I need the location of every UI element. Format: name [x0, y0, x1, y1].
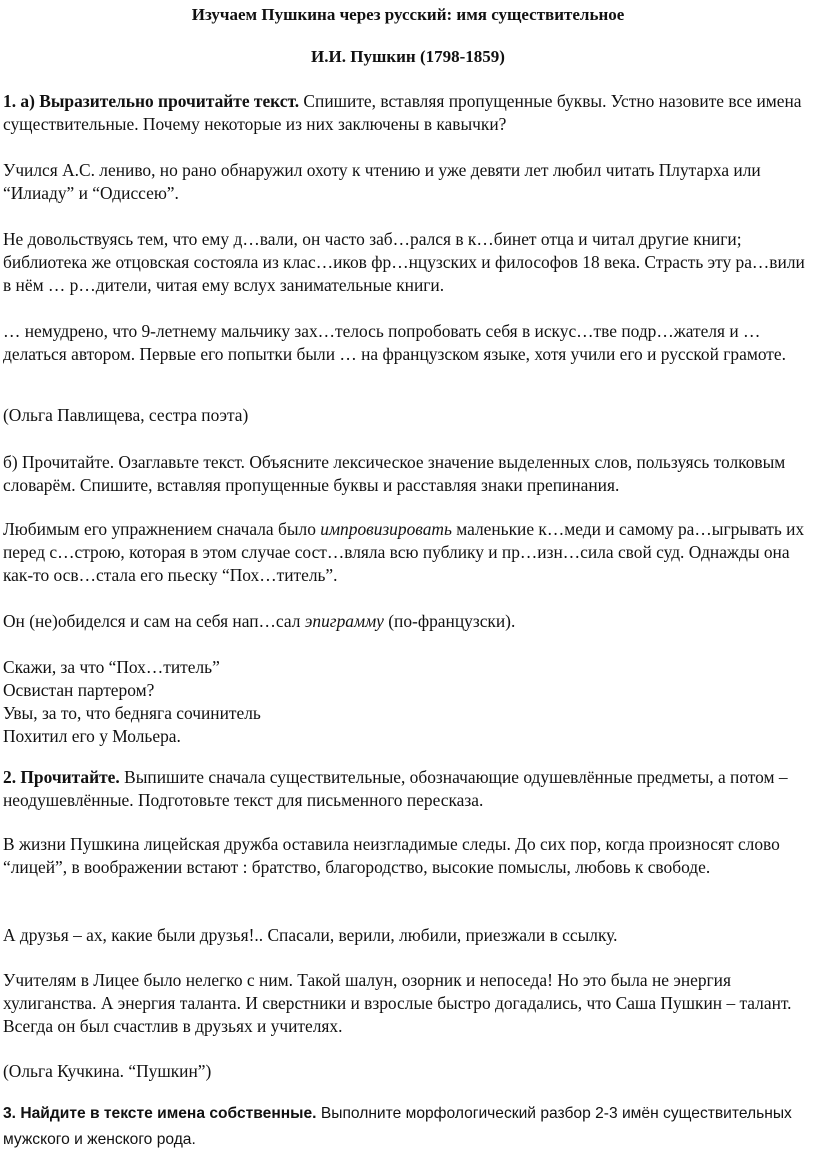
document-title: Изучаем Пушкина через русский: имя существительное: [191, 5, 625, 24]
poem-line-2: Освистан партером?: [3, 680, 155, 700]
poem-line-1: Скажи, за что “Пох…титель”: [3, 657, 220, 677]
text-1-paragraph-3: … немудрено, что 9-летнему мальчику зах…телось попробовать себя в искус…тве подр…жателя и …делаться автором. Первые его попытки были … на французском языке, хотя учили его и русской грамоте.: [3, 321, 786, 364]
poem-line-4: Похитил его у Мольера.: [3, 726, 181, 746]
task-2-text: Выпишите сначала существительные, обозначающие одушевлённые предметы, а потом – неодушевлённые. Подготовьте текст для письменного пересказа.: [3, 767, 788, 810]
text-1-paragraph-2: Не довольствуясь тем, что ему д…вали, он часто заб…рался в к…бинет отца и читал другие книги; библиотека же отцовская состояла из клас…иков фр…нцузских и философов 18 века. Страсть эту ра…вили в нём … р…дители, читая ему вслух занимательные книги.: [3, 229, 805, 295]
text-2-paragraph-2: А друзья – ах, какие были друзья!.. Спасали, верили, любили, приезжали в ссылку.: [3, 925, 618, 945]
task-1a-instruction: [3, 90, 813, 136]
text-1b-paragraph-1: [3, 518, 813, 587]
task-2-instruction: [3, 766, 813, 812]
task-1a-text: Спишите, вставляя пропущенные буквы. Устно назовите все имена существительные. Почему некоторые из них заключены в кавычки?: [3, 91, 802, 134]
task-3-instruction: [3, 1101, 813, 1153]
text-1-source: (Ольга Павлищева, сестра поэта): [3, 405, 249, 425]
text-2-paragraph-3: Учителям в Лицее было нелегко с ним. Такой шалун, озорник и непоседа! Но это была не энергия хулиганства. А энергия таланта. И сверстники и взрослые быстро догадались, что Саша Пушкин – талант. Всегда он был счастлив в друзьях и учителях.: [3, 970, 792, 1036]
text-1b-p2-end: (по-французски).: [383, 611, 516, 631]
task-2-number: 2. Прочитайте.: [3, 767, 120, 787]
text-2-source: (Ольга Кучкина. “Пушкин”): [3, 1061, 212, 1081]
poem-line-3: Увы, за то, что бедняга сочинитель: [3, 703, 261, 723]
text-1b-p1-start: Любимым его упражнением сначала было: [3, 519, 321, 539]
text-2-paragraph-1: В жизни Пушкина лицейская дружба оставила неизгладимые следы. До сих пор, когда произносят слово “лицей”, в воображении встают : братство, благородство, высокие помыслы, любовь к свободе.: [3, 834, 780, 877]
task-1b-instruction: б) Прочитайте. Озаглавьте текст. Объясните лексическое значение выделенных слов, пользуясь толковым словарём. Спишите, вставляя пропущенные буквы и расставляя знаки препинания.: [3, 452, 786, 495]
task-1a-number: 1. а) Выразительно прочитайте текст.: [3, 91, 300, 111]
document-subtitle: И.И. Пушкин (1798-1859): [311, 47, 505, 66]
task-3-text: Выполните морфологический разбор 2-3 имён существительных мужского и женского рода.: [3, 1105, 792, 1148]
epigram-poem: [3, 656, 813, 748]
highlighted-word-epigram: эпиграмму: [304, 611, 384, 631]
text-1-paragraph-1: Учился А.С. лениво, но рано обнаружил охоту к чтению и уже девяти лет любил читать Плутарха или “Илиаду” и “Одиссею”.: [3, 160, 761, 203]
task-3-number: 3. Найдите в тексте имена собственные.: [3, 1105, 317, 1122]
text-1b-paragraph-2: [3, 610, 813, 633]
text-1b-p2-start: Он (не)обиделся и сам на себя нап…сал: [3, 611, 305, 631]
text-1b-p1-end: маленькие к…меди и самому ра…ыгрывать их перед с…строю, которая в этом случае сост…вляла всю публику и пр…изн…сила свой суд. Однажды она как-то осв…стала его пьеску “Пох…титель”.: [3, 519, 805, 585]
highlighted-word-improvise: импровизировать: [320, 519, 452, 539]
